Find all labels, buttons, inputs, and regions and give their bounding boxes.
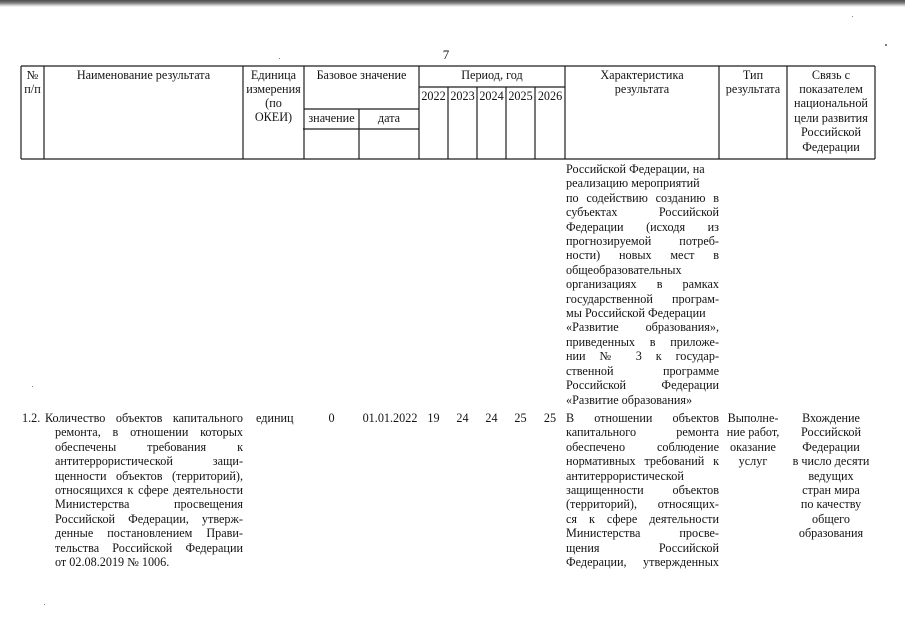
scan-speck [32, 386, 33, 387]
header-link-line-5: Российской [800, 125, 862, 139]
scan-speck [885, 44, 887, 46]
header-link-line-3: национальной [794, 96, 868, 110]
row-unit: единиц [256, 411, 294, 425]
header-base-date-sub: дата [377, 111, 401, 125]
carryover-characteristic: Российской Федерации, на реализацию мероприятий по содействию созданию в субъектах Российской Федерации (исходя из прогнозируемой потреб- ности) новых мест в общеобразовательных организациях в рамках государственной програм- мы Российской Федерации «Развитие образования», приведенных в приложе- нии № 3 к государ- ственной программе Российской Федерации «Развитие образования» [566, 162, 719, 407]
row-value-2025: 25 [514, 411, 527, 425]
header-period: Период, год [461, 68, 523, 82]
header-type-line-2: результата [725, 82, 781, 96]
header-year-2023: 2023 [450, 89, 475, 103]
scan-speck [44, 604, 45, 605]
header-link-line-4: цели развития [794, 111, 868, 125]
header-link-line-2: показателем [799, 82, 863, 96]
scan-speck [279, 58, 280, 59]
header-unit-line-1: Единица [250, 68, 297, 82]
header-type-line-1: Тип [742, 68, 764, 82]
row-value-2026: 25 [543, 411, 557, 425]
row-result-type: Выполне- ние работ, оказание услуг [726, 411, 780, 469]
row-number: 1.2. [22, 411, 41, 425]
row-characteristic: В отношении объектов капитального ремонта обеспечено соблюдение нормативных требований к антитеррористической защищенности объектов (территорий), относящих- ся к сфере деятельности Министерства просве- щения Российской Федерации, утвержденных [566, 411, 719, 570]
row-value-2024: 24 [485, 411, 498, 425]
header-characteristic-line-2: результата [614, 82, 670, 96]
page-number: 7 [442, 47, 450, 62]
header-link-line-1: Связь с [811, 68, 851, 82]
header-link-line-6: Федерации [802, 140, 860, 154]
header-num-line-2: п/п [24, 82, 41, 96]
header-year-2024: 2024 [479, 89, 504, 103]
scan-speck [852, 16, 853, 17]
header-characteristic-line-1: Характеристика [600, 68, 684, 82]
header-year-2025: 2025 [508, 89, 533, 103]
row-result-name: Количество объектов капитального ремонта, в отношении которых обеспечены требования к антитеррористической защи- щенности объектов (территорий), относящихся к сфере деятельности Министерства просвещения Российской Федерации, утверж- денные постановлением Прави- тельства Российской Федерации от 02.08.2019 № 1006. [45, 411, 243, 570]
header-base-value-sub: значение [308, 111, 355, 125]
scan-top-edge [0, 0, 905, 7]
header-result-name: Наименование результата [76, 68, 211, 82]
row-value-2022: 19 [427, 411, 440, 425]
header-unit-line-2: измерения [246, 82, 301, 96]
header-year-2026: 2026 [537, 89, 563, 103]
row-value-2023: 24 [456, 411, 469, 425]
header-unit-line-3: (по [265, 96, 282, 110]
row-base-value: 0 [328, 411, 335, 425]
row-base-date: 01.01.2022 [362, 411, 418, 425]
header-num-line-1: № [26, 68, 39, 82]
header-base-value: Базовое значение [316, 68, 407, 82]
header-year-2022: 2022 [421, 89, 446, 103]
header-unit-line-4: ОКЕИ) [254, 110, 293, 124]
row-national-goal-link: Вхождение Российской Федерации в число десяти ведущих стран мира по качеству общего образования [792, 411, 870, 541]
